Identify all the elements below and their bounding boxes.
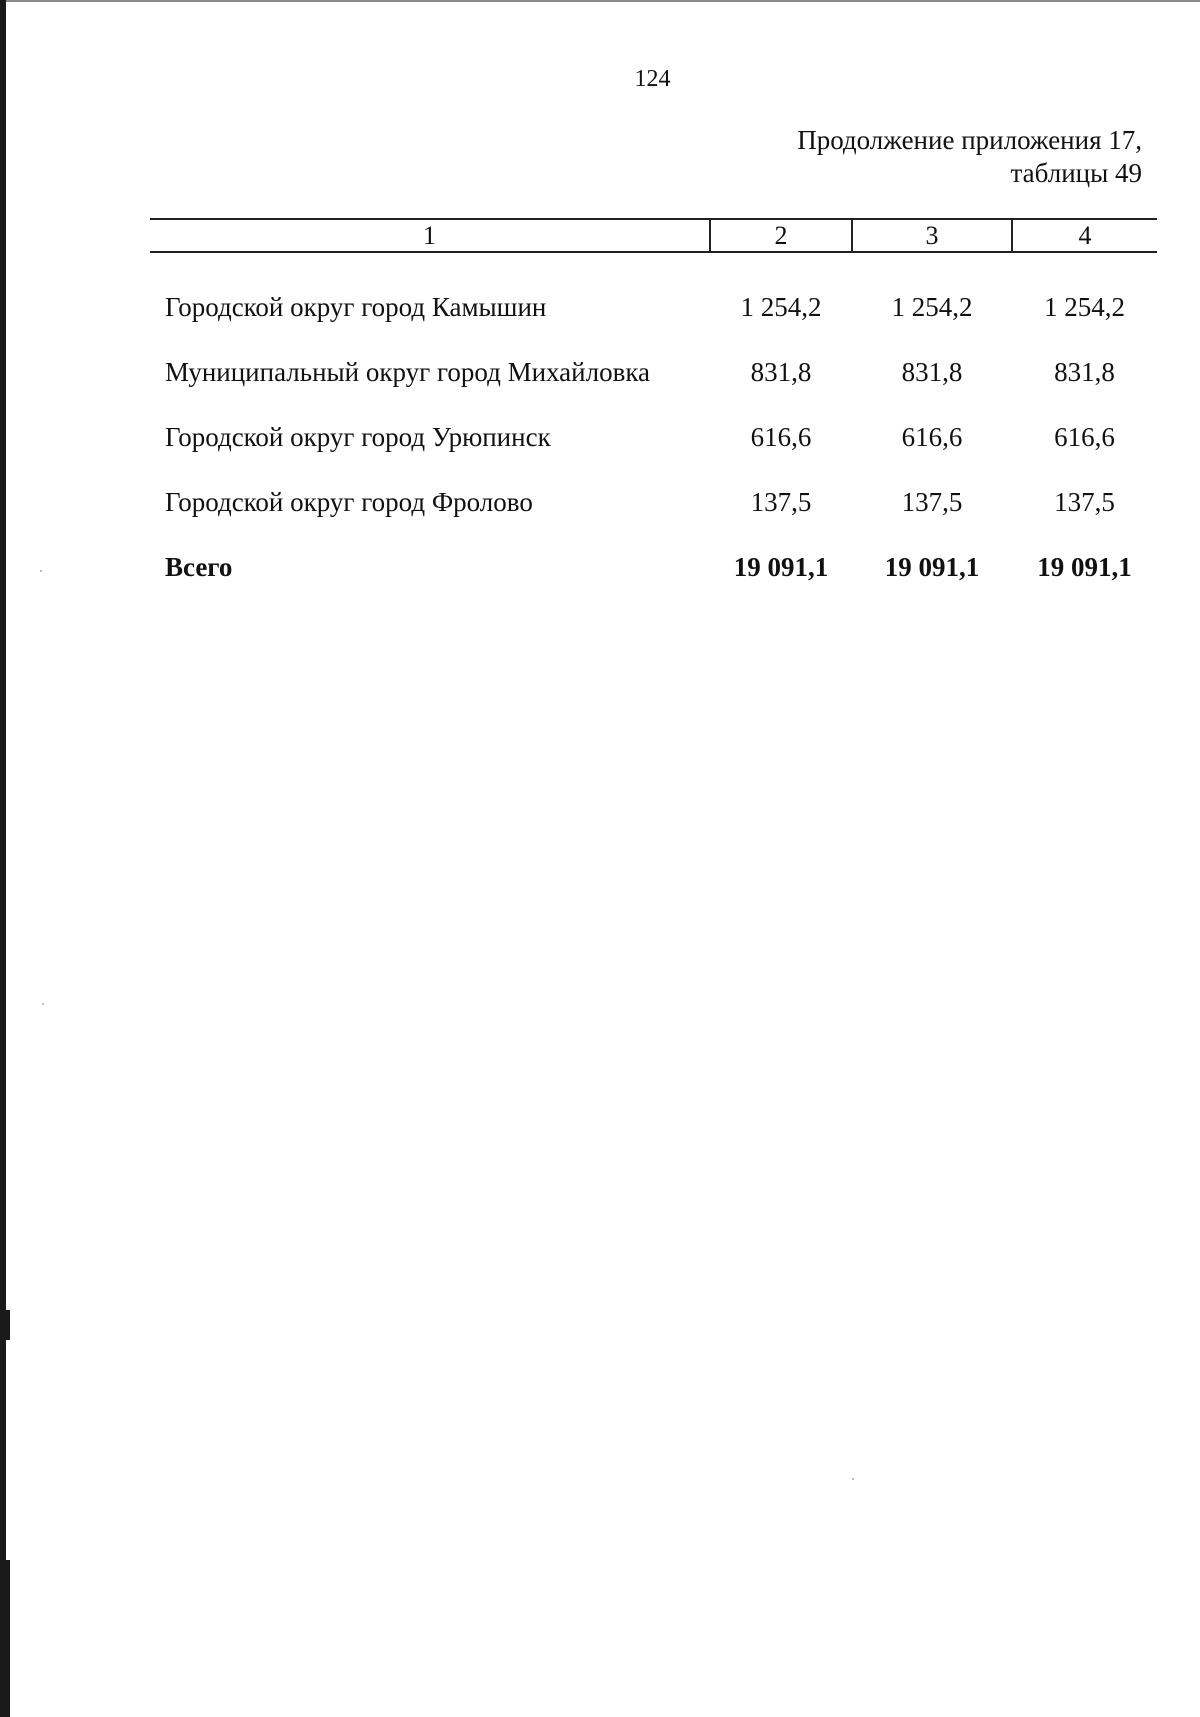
table-row — [150, 252, 1157, 340]
continuation-line-2: таблицы 49 — [1010, 158, 1142, 188]
continuation-line-1: Продолжение приложения 17, — [797, 125, 1142, 155]
table-row — [150, 405, 1157, 470]
scan-edge-notch — [0, 1560, 10, 1717]
row-value: 831,8 — [750, 357, 812, 387]
row-value: 1 254,2 — [1044, 292, 1125, 322]
row-value: 137,5 — [901, 487, 963, 517]
total-value: 19 091,1 — [1037, 552, 1132, 582]
column-header-4: 4 — [1012, 219, 1157, 252]
scan-speck — [852, 1478, 854, 1480]
row-name: Муниципальный округ город Михайловка — [165, 357, 651, 387]
column-header-1: 1 — [150, 219, 710, 252]
row-value: 1 254,2 — [740, 292, 822, 322]
column-header-2: 2 — [710, 219, 852, 252]
page-number: 124 — [634, 66, 671, 92]
row-value: 831,8 — [901, 357, 963, 387]
row-name: Городской округ город Урюпинск — [165, 422, 551, 452]
scan-speck — [42, 1003, 44, 1005]
row-name: Городской округ город Фролово — [165, 487, 533, 517]
column-header-3: 3 — [852, 219, 1012, 252]
table-header-row — [150, 219, 1157, 252]
row-value: 137,5 — [1054, 487, 1115, 517]
total-value: 19 091,1 — [733, 552, 829, 582]
scan-top-edge — [0, 0, 1200, 2]
scan-speck — [40, 570, 42, 572]
total-row — [150, 535, 1157, 600]
scan-edge-notch — [0, 1310, 10, 1340]
row-value: 137,5 — [750, 487, 812, 517]
scan-left-edge — [0, 0, 6, 1717]
total-label: Всего — [165, 552, 233, 582]
table-row — [150, 470, 1157, 535]
row-value: 616,6 — [1054, 422, 1115, 452]
row-value: 616,6 — [750, 422, 812, 452]
total-value: 19 091,1 — [884, 552, 980, 582]
data-table — [150, 218, 1157, 600]
row-value: 831,8 — [1054, 357, 1115, 387]
row-value: 616,6 — [901, 422, 963, 452]
row-value: 1 254,2 — [891, 292, 973, 322]
table-row — [150, 340, 1157, 405]
continuation-note — [797, 124, 1142, 190]
row-name: Городской округ город Камышин — [165, 292, 547, 322]
